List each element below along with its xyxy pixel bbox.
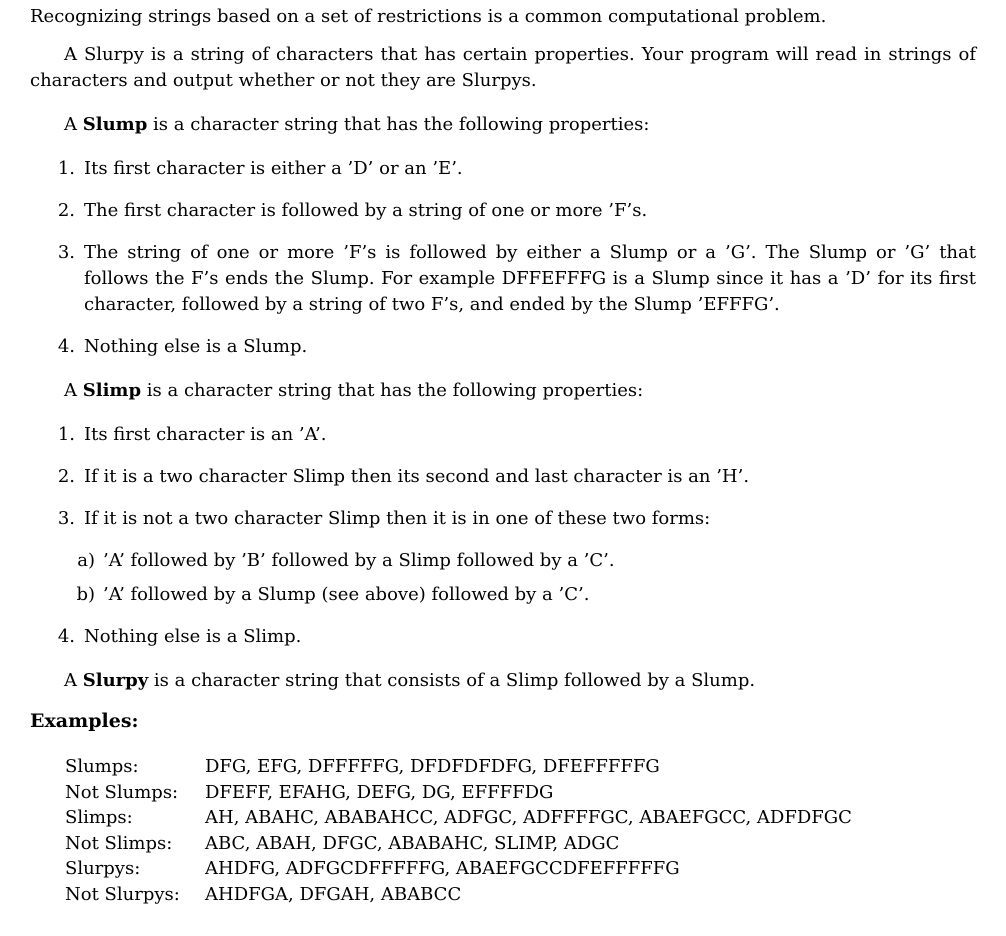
slimp-definition-prefix: A [64, 380, 83, 401]
slump-rule-3-text: The string of one or more ’F’s is followed by either a Slump or a ’G’. The Slump or ’G’ that follows the F’s ends the Slump. For example DFFEFFFG is a Slump since it has a ’D’ for its first character, followed by a string of two F’s, and ended by the Slump ’EFFFG’. [84, 242, 976, 315]
slimp-rule-4 [30, 624, 976, 650]
slimp-rule-3-number: 3. [57, 508, 75, 529]
slimp-form-a-text: ’A’ followed by ’B’ followed by a Slimp followed by a ’C’. [103, 550, 615, 571]
slimp-rule-2-number: 2. [57, 466, 75, 487]
slimp-rule-1-number: 1. [57, 424, 75, 445]
slump-rule-1-text: Its first character is either a ’D’ or an ’E’. [84, 158, 463, 179]
examples-row-value: DFEFF, EFAHG, DEFG, DG, EFFFFDG [205, 781, 554, 803]
slimp-forms-list [30, 548, 976, 608]
slimp-rule-2-text: If it is a two character Slimp then its second and last character is an ’H’. [84, 466, 750, 487]
slump-rules-list [30, 156, 976, 360]
examples-table [65, 754, 976, 907]
slump-rule-3 [30, 240, 976, 318]
examples-row-value: AHDFGA, DFGAH, ABABCC [205, 883, 462, 905]
examples-row-value: AH, ABAHC, ABABAHCC, ADFGC, ADFFFFGC, ABAEFGCC, ADFDFGC [205, 807, 852, 828]
slurpy-definition-suffix: is a character string that consists of a Slimp followed by a Slump. [148, 670, 756, 691]
examples-row-label: Not Slurpys: [65, 883, 180, 905]
slimp-rule-1 [30, 422, 976, 448]
examples-row-value: ABC, ABAH, DFGC, ABABAHC, SLIMP, ADGC [205, 832, 620, 854]
slurpy-definition [30, 668, 976, 694]
slump-rule-4-number: 4. [57, 336, 75, 357]
slimp-definition [30, 378, 976, 404]
slump-definition [30, 112, 976, 138]
examples-row-label: Slurpys: [65, 858, 141, 879]
examples-row-label: Not Slumps: [65, 781, 179, 803]
slimp-rule-4-text: Nothing else is a Slimp. [84, 626, 302, 647]
slump-rule-2-text: The first character is followed by a string of one or more ’F’s. [84, 200, 648, 221]
slimp-term: Slimp [82, 380, 142, 401]
slurpy-definition-prefix: A [64, 670, 83, 691]
slump-term: Slump [82, 114, 148, 135]
slimp-rules-list [30, 422, 976, 650]
slimp-rule-3-text: If it is not a two character Slimp then it is in one of these two forms: [84, 508, 711, 529]
examples-row-value: DFG, EFG, DFFFFFG, DFDFDFDFG, DFEFFFFFG [205, 756, 660, 777]
slimp-form-b-text: ’A’ followed by a Slump (see above) followed by a ’C’. [103, 584, 590, 605]
slump-rule-2 [30, 198, 976, 224]
examples-row-value: AHDFG, ADFGCDFFFFFG, ABAEFGCCDFEFFFFFG [205, 858, 680, 879]
slump-rule-4-text: Nothing else is a Slump. [84, 336, 308, 357]
examples-row-label: Slimps: [65, 807, 133, 828]
slump-rule-1-number: 1. [57, 158, 75, 179]
intro-paragraph: Recognizing strings based on a set of restrictions is a common computational problem. [30, 6, 827, 27]
slimp-definition-suffix: is a character string that has the following properties: [141, 380, 644, 401]
overview-paragraph: A Slurpy is a string of characters that has certain properties. Your program will read in strings of characters and output whether or not they are Slurpys. [30, 44, 976, 91]
examples-row-label: Not Slimps: [65, 832, 173, 854]
examples-row-label: Slumps: [65, 756, 139, 777]
slimp-rule-4-number: 4. [57, 626, 75, 647]
slump-definition-prefix: A [64, 114, 83, 135]
slump-rule-1 [30, 156, 976, 182]
slimp-rule-3 [30, 506, 976, 532]
slump-rule-4 [30, 334, 976, 360]
slimp-form-b [30, 582, 976, 608]
slump-rule-2-number: 2. [57, 200, 75, 221]
slimp-rule-2 [30, 464, 976, 490]
slimp-form-a-number: a) [77, 550, 95, 571]
slimp-form-a [30, 548, 976, 574]
examples-heading: Examples: [30, 710, 139, 732]
slimp-form-b-number: b) [76, 584, 95, 605]
slump-rule-3-number: 3. [57, 242, 75, 263]
slump-definition-suffix: is a character string that has the following properties: [147, 114, 650, 135]
slurpy-term: Slurpy [82, 670, 149, 691]
slimp-rule-1-text: Its first character is an ’A’. [84, 424, 327, 445]
